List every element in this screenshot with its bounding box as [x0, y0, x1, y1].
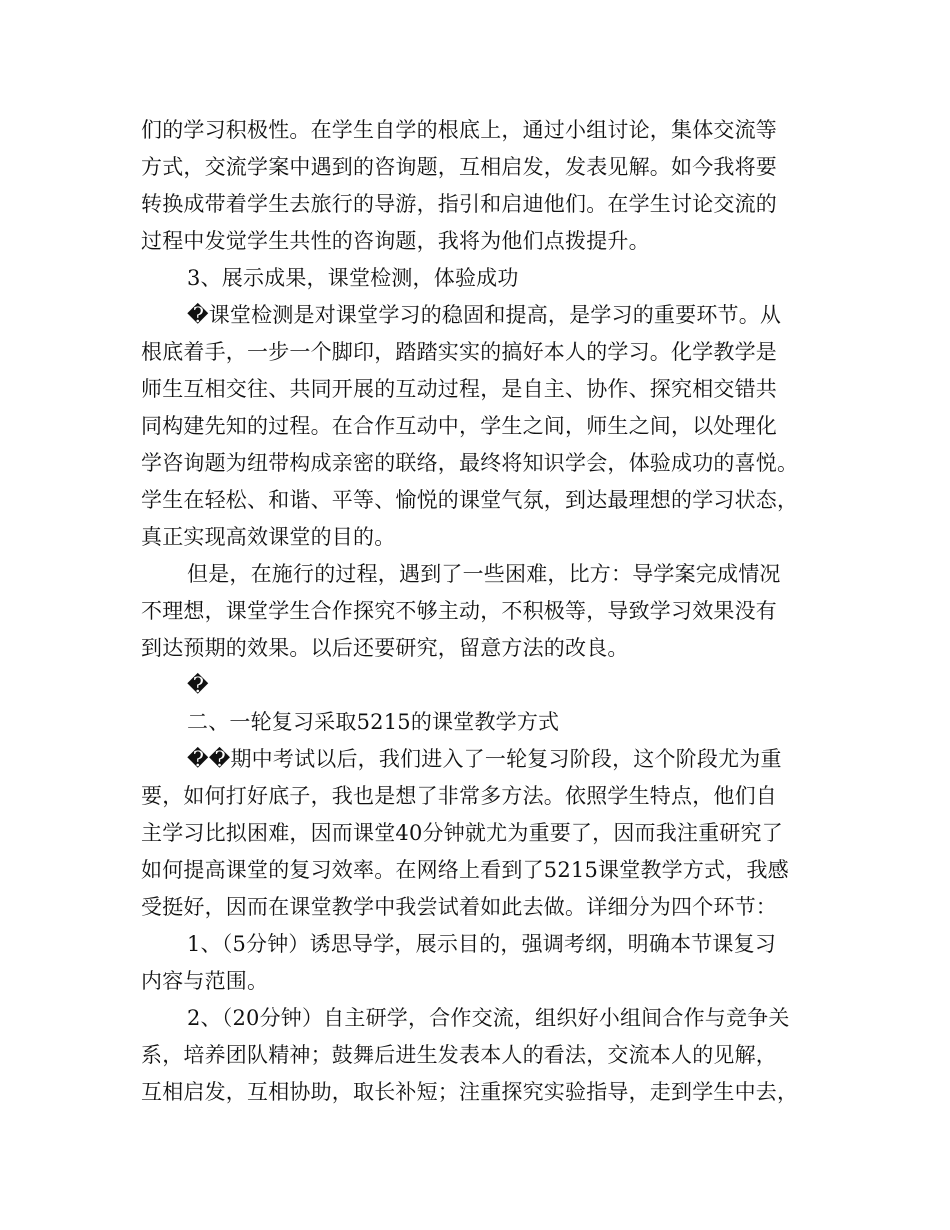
paragraph-line: 同构建先知的过程。在合作互动中，学生之间，师生之间，以处理化	[141, 414, 777, 438]
list-item-line: 1、（5分钟）诱思导学，展示目的，强调考纲，明确本节课复习	[187, 932, 777, 956]
paragraph-line: 如何提高课堂的复习效率。在网络上看到了5215课堂教学方式，我感	[141, 858, 789, 882]
section-heading: 二、一轮复习采取5215的课堂教学方式	[187, 710, 560, 734]
paragraph-line: 到达预期的效果。以后还要研究，留意方法的改良。	[141, 636, 629, 660]
list-item-line: 互相启发，互相协助，取长补短；注重探究实验指导，走到学生中去，	[141, 1080, 799, 1104]
paragraph-line: 学咨询题为纽带构成亲密的联络，最终将知识学会，体验成功的喜悦。	[141, 451, 799, 475]
paragraph-line: 但是，在施行的过程，遇到了一些困难，比方：导学案完成情况	[187, 562, 781, 586]
paragraph-line: 不理想，课堂学生合作探究不够主动，不积极等，导致学习效果没有	[141, 599, 777, 623]
list-item-line: 内容与范围。	[141, 969, 269, 993]
list-item-line: 2、（20分钟）自主研学，合作交流，组织好小组间合作与竞争关	[187, 1006, 790, 1030]
paragraph-line: �	[187, 673, 209, 697]
paragraph-line: 师生互相交往、共同开展的互动过程，是自主、协作、探究相交错共	[141, 377, 777, 401]
paragraph-line: 转换成带着学生去旅行的导游，指引和启迪他们。在学生讨论交流的	[141, 192, 777, 216]
section-heading: 3、展示成果，课堂检测，体验成功	[187, 266, 519, 290]
list-item-line: 系，培养团队精神；鼓舞后进生发表本人的看法，交流本人的见解，	[141, 1043, 777, 1067]
paragraph-line: 们的学习积极性。在学生自学的根底上，通过小组讨论，集体交流等	[141, 118, 777, 142]
paragraph-line: 受挺好，因而在课堂教学中我尝试着如此去做。详细分为四个环节：	[141, 895, 777, 919]
paragraph-line: 真正实现高效课堂的目的。	[141, 525, 396, 549]
paragraph-line: 过程中发觉学生共性的咨询题，我将为他们点拨提升。	[141, 229, 650, 253]
paragraph-line: 根底着手，一步一个脚印，踏踏实实的搞好本人的学习。化学教学是	[141, 340, 777, 364]
paragraph-line: 要，如何打好底子，我也是想了非常多方法。依照学生特点，他们自	[141, 784, 777, 808]
paragraph-line: 方式，交流学案中遇到的咨询题，互相启发，发表见解。如今我将要	[141, 155, 777, 179]
paragraph-line: ��期中考试以后，我们进入了一轮复习阶段，这个阶段尤为重	[187, 747, 782, 771]
paragraph-line: �课堂检测是对课堂学习的稳固和提高，是学习的重要环节。从	[187, 303, 782, 327]
paragraph-line: 主学习比拟困难，因而课堂40分钟就尤为重要了，因而我注重研究了	[141, 821, 783, 845]
paragraph-line: 学生在轻松、和谐、平等、愉悦的课堂气氛，到达最理想的学习状态，	[141, 488, 799, 512]
